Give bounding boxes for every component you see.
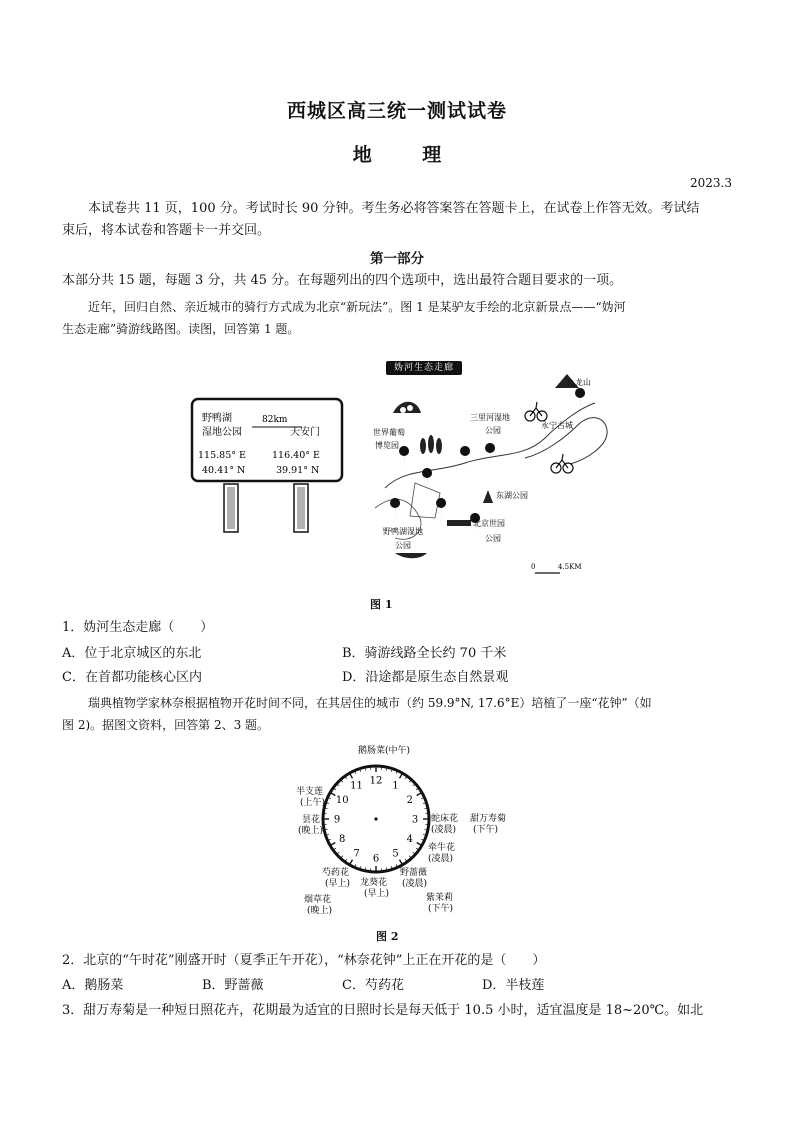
clock-minor-tick <box>355 771 356 773</box>
pin-icon <box>575 388 585 408</box>
clock-number: 4 <box>406 834 413 845</box>
clock-number: 2 <box>406 795 413 806</box>
label-world-grape-2: 博览园 <box>375 441 399 450</box>
clock-minor-tick <box>423 803 425 804</box>
label-jiulongshan: 九龙山 <box>567 378 591 387</box>
q1-option-b[interactable]: B．骑游线路全长约 70 千米 <box>342 646 507 661</box>
clock-minor-tick <box>345 859 346 861</box>
clock-number: 10 <box>335 795 349 806</box>
clock-minor-tick <box>416 788 418 789</box>
instructions-line-2: 束后，将本试卷和答题卡一并交回。 <box>62 223 271 238</box>
garden-gate-icon <box>447 520 471 526</box>
label-beijing-garden-1: 北京世园 <box>473 519 505 528</box>
clock-minor-tick <box>416 848 418 849</box>
flower-shechuang-time: (凌晨) <box>431 825 457 835</box>
q1-option-c[interactable]: C．在首都功能核心区内 <box>62 670 202 685</box>
q2-option-c[interactable]: C．芍药花 <box>342 978 404 993</box>
clock-minor-tick <box>327 803 329 804</box>
clock-minor-tick <box>360 770 361 772</box>
flower-yeqiangwei-name: 野蔷薇 <box>400 868 428 878</box>
clock-number: 9 <box>333 814 341 826</box>
label-sanli-1: 三里河湿地 <box>470 413 510 422</box>
figure1-caption: 图 1 <box>370 598 393 611</box>
label-yeyahu-1: 野鸭湖湿地 <box>383 527 423 536</box>
flower-banzhilian-name: 半支莲 <box>296 787 324 797</box>
cyclist-icon <box>525 402 547 421</box>
clock-major-tick <box>417 843 421 846</box>
clock-number: 6 <box>372 853 380 865</box>
clock-minor-tick <box>391 770 392 772</box>
pin-icon <box>485 443 495 463</box>
flower-qianniu-time: (凌晨) <box>428 854 454 864</box>
clock-minor-tick <box>328 839 330 840</box>
clock-number: 3 <box>411 814 419 826</box>
intro2-line-1: 瑞典植物学家林奈根据植物开花时间不同，在其居住的城市（约 59.9°N, 17.6°E）培植了一座“花钟”（如 <box>88 696 652 710</box>
intro2-line-2: 图 2)。据图文资料，回答第 2、3 题。 <box>62 718 270 732</box>
clock-minor-tick <box>421 798 423 799</box>
label-sanli-2: 公园 <box>485 426 501 435</box>
pin-icon <box>436 498 446 518</box>
flower-zimoli-name: 紫茉莉 <box>426 893 454 903</box>
intro1-line-1: 近年，回归自然、亲近城市的骑行方式成为北京“新玩法”。图 1 是某驴友手绘的北京新景点——“妫河 <box>88 300 626 314</box>
flower-shechuang-name: 蛇床花 <box>431 814 459 824</box>
clock-minor-tick <box>423 834 425 835</box>
flower-longkui-time: (早上) <box>364 889 390 899</box>
clock-major-tick <box>400 860 403 864</box>
flower-tianwanshou-name: 甜万寿菊 <box>470 814 507 824</box>
cyclist-icon <box>551 454 573 473</box>
grape-icon <box>393 402 421 413</box>
sign-left-lat: 40.41° N <box>202 465 246 476</box>
flower-shaoyao-name: 芍药花 <box>322 868 350 878</box>
section-title: 第一部分 <box>370 251 424 267</box>
clock-minor-tick <box>334 848 336 849</box>
sign-right-lat: 39.91° N <box>276 465 320 476</box>
q2-option-b[interactable]: B．野蔷薇 <box>202 978 264 993</box>
label-yongning: 永宁古城 <box>541 421 573 430</box>
sign-right-name: 天安门 <box>290 427 320 438</box>
flower-tianwanshou-time: (下午) <box>473 825 499 835</box>
boat-icon <box>395 553 427 558</box>
label-donghu: 东湖公园 <box>496 491 528 500</box>
flower-longkui-name: 龙葵花 <box>360 878 388 888</box>
figure2-flower-clock <box>290 742 510 920</box>
clock-minor-tick <box>360 866 361 868</box>
clock-minor-tick <box>405 777 406 779</box>
flower-yancao-name: 烟草花 <box>304 895 332 905</box>
intro-question-2 <box>62 692 734 736</box>
pin-icon <box>390 498 400 518</box>
tree-icon <box>483 490 493 503</box>
clock-major-tick <box>417 793 421 796</box>
flower-shaoyao-time: (早上) <box>325 879 351 889</box>
figure1-sign <box>190 395 345 540</box>
figure1-map <box>355 368 615 583</box>
exam-date: 2023.3 <box>690 176 732 190</box>
label-yeyahu-2: 公园 <box>395 541 411 550</box>
q2-stem: 2．北京的“午时花”刚盛开时（夏季正午开花），“林奈花钟”上正在开花的是（ ） <box>62 953 546 968</box>
clock-minor-tick <box>345 777 346 779</box>
clock-minor-tick <box>413 784 415 786</box>
clock-minor-tick <box>391 866 392 868</box>
figure2-caption: 图 2 <box>376 930 399 943</box>
clock-minor-tick <box>337 784 339 786</box>
clock-number: 5 <box>392 848 399 860</box>
q2-option-d[interactable]: D．半枝莲 <box>482 978 545 993</box>
clock-major-tick <box>331 793 335 796</box>
clock-major-tick <box>350 774 353 778</box>
subject-title: 地 理 <box>352 144 464 166</box>
instructions-line-1: 本试卷共 11 页，100 分。考试时长 90 分钟。考生务必将答案答在答题卡上，在试卷上作答无效。考试结 <box>88 201 700 216</box>
exam-title: 西城区高三统一测试试卷 <box>286 100 507 122</box>
sign-right-lon: 116.40° E <box>272 450 320 461</box>
clock-minor-tick <box>409 780 411 782</box>
clock-minor-tick <box>405 859 406 861</box>
clock-minor-tick <box>413 852 415 854</box>
clock-number: 1 <box>392 780 399 792</box>
trees-icon <box>420 435 442 454</box>
flower-banzhilian-time: (上午) <box>300 798 326 808</box>
map-title: 妫河生态走廊 <box>386 361 462 375</box>
flower-echangcai: 鹅肠菜(中午) <box>358 746 411 756</box>
clock-minor-tick <box>328 798 330 799</box>
clock-minor-tick <box>409 856 411 858</box>
clock-minor-tick <box>337 852 339 854</box>
clock-minor-tick <box>396 864 397 866</box>
q1-stem: 1．妫河生态走廊（ ） <box>62 620 214 635</box>
clock-minor-tick <box>396 771 397 773</box>
instructions <box>62 198 734 242</box>
flower-yeqiangwei-time: (凌晨) <box>402 879 428 889</box>
clock-minor-tick <box>355 864 356 866</box>
sign-left-lon: 115.85° E <box>198 450 246 461</box>
label-beijing-garden-2: 公园 <box>485 534 501 543</box>
sign-left-name-2: 湿地公园 <box>202 427 242 438</box>
clock-minor-tick <box>341 856 343 858</box>
flower-tanhua-name: 昙花 <box>302 815 321 825</box>
scale-length: 4.5KM <box>558 563 582 571</box>
clock-number: 8 <box>339 834 346 845</box>
q1-option-d[interactable]: D．沿途都是原生态自然景观 <box>342 670 509 685</box>
clock-number: 11 <box>350 780 363 792</box>
flower-zimoli-time: (下午) <box>428 904 454 914</box>
intro1-line-2: 生态走廊”骑游线路图。读图，回答第 1 题。 <box>62 322 300 336</box>
sign-distance: 82km <box>262 415 288 425</box>
q3-stem: 3．甜万寿菊是一种短日照花卉，花期最为适宜的日照时长是每天低于 10.5 小时，适宜温度是 18~20℃。如北 <box>62 1003 704 1018</box>
clock-center <box>374 817 377 820</box>
clock-minor-tick <box>334 788 336 789</box>
pin-icon <box>399 446 409 466</box>
q1-option-a[interactable]: A．位于北京城区的东北 <box>62 646 202 661</box>
label-world-grape-1: 世界葡萄 <box>373 428 405 437</box>
section-description: 本部分共 15 题，每题 3 分，共 45 分。在每题列出的四个选项中，选出最符合题目要求的一项。 <box>62 273 623 288</box>
flower-tanhua-time: (晚上) <box>298 826 324 836</box>
clock-minor-tick <box>327 834 329 835</box>
scale-zero: 0 <box>531 563 536 571</box>
clock-major-tick <box>400 774 403 778</box>
sign-left-name-1: 野鸭湖 <box>202 413 232 424</box>
clock-major-tick <box>350 860 353 864</box>
park-outline <box>410 483 440 518</box>
flower-qianniu-name: 牵牛花 <box>428 843 456 853</box>
clock-number: 7 <box>353 848 360 860</box>
q2-option-a[interactable]: A．鹅肠菜 <box>62 978 124 993</box>
clock-minor-tick <box>421 839 423 840</box>
clock-number: 12 <box>369 775 383 787</box>
clock-minor-tick <box>341 780 343 782</box>
clock-major-tick <box>331 843 335 846</box>
flower-yancao-time: (晚上) <box>307 906 333 916</box>
intro-question-1 <box>62 296 734 340</box>
pin-icon <box>422 468 432 488</box>
